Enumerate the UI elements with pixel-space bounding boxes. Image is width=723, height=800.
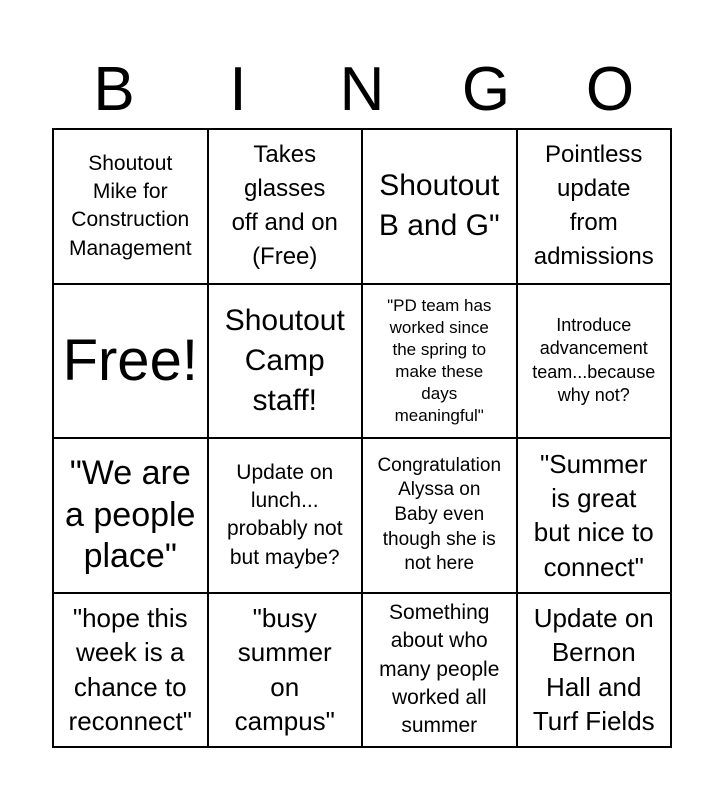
bingo-header <box>52 52 672 128</box>
bingo-cell[interactable] <box>363 439 518 594</box>
cell-text: Shoutout Mike for Construction Management <box>68 151 192 260</box>
cell-text: Congratulation Alyssa on Baby even though she is not here <box>377 454 502 575</box>
cell-text: "PD team has worked since the spring to make these days meaningful" <box>387 295 492 425</box>
header-letter-b: B <box>93 55 135 124</box>
cell-text: "Summer is great but nice to connect" <box>533 448 654 582</box>
cell-text: Update on Bernon Hall and Turf Fields <box>532 603 655 737</box>
bingo-board <box>52 128 672 748</box>
bingo-cell[interactable] <box>518 130 673 285</box>
cell-text: "busy summer on campus" <box>234 603 335 737</box>
bingo-cell[interactable] <box>209 285 364 440</box>
bingo-cell[interactable] <box>54 130 209 285</box>
cell-text: Free! <box>62 327 198 393</box>
cell-text: Something about who many people worked all summer <box>379 600 500 738</box>
bingo-cell[interactable] <box>209 594 364 749</box>
bingo-cell[interactable] <box>54 439 209 594</box>
bingo-cell[interactable] <box>209 130 364 285</box>
cell-text: Takes glasses off and on (Free) <box>231 141 338 271</box>
bingo-cell[interactable] <box>363 594 518 749</box>
cell-text: "We are a people place" <box>65 454 196 575</box>
bingo-cell[interactable] <box>363 285 518 440</box>
cell-text: Update on lunch... probably not but maybe? <box>226 460 343 569</box>
cell-text: Shoutout B and G" <box>378 169 500 243</box>
bingo-cell[interactable] <box>518 594 673 749</box>
header-letter-g: G <box>461 55 511 124</box>
bingo-cell[interactable] <box>209 439 364 594</box>
cell-text: "hope this week is a chance to reconnect" <box>68 603 192 737</box>
bingo-cell[interactable] <box>363 130 518 285</box>
cell-text: Introduce advancement team...because why not? <box>532 314 656 406</box>
header-letter-i: I <box>229 55 247 124</box>
bingo-cell[interactable] <box>518 285 673 440</box>
header-letter-o: O <box>585 55 635 124</box>
bingo-cell-free[interactable] <box>54 285 209 440</box>
cell-text: Shoutout Camp staff! <box>224 303 345 417</box>
header-letter-n: N <box>339 55 385 124</box>
cell-text: Pointless update from admissions <box>533 141 654 271</box>
bingo-cell[interactable] <box>54 594 209 749</box>
bingo-cell[interactable] <box>518 439 673 594</box>
